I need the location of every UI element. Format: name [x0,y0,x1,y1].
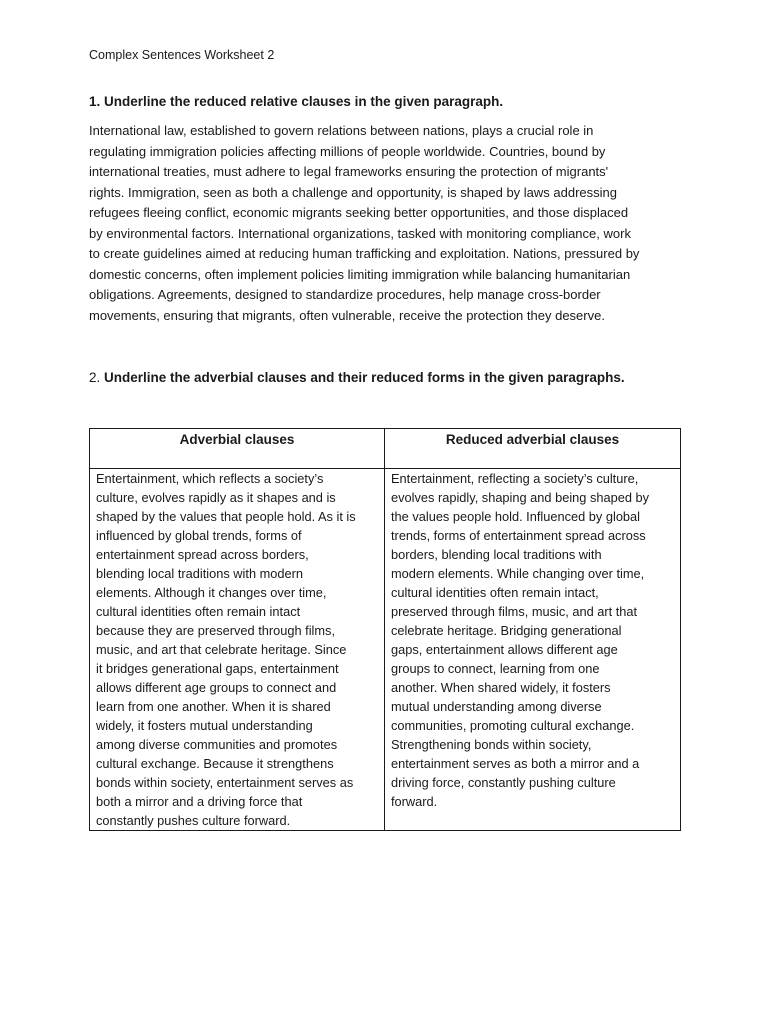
adverbial-clauses-cell [90,469,385,831]
reduced-text-line: communities, promoting cultural exchange. [391,718,635,733]
adverbial-text-line: cultural identities often remain intact [96,604,301,619]
question-1-paragraph [89,121,687,326]
reduced-text-line: cultural identities often remain intact, [391,585,599,600]
question-2-heading [89,368,625,388]
reduced-text-line: another. When shared widely, it fosters [391,680,611,695]
paragraph-line: movements, ensuring that migrants, often vulnerable, receive the protection they deserve. [89,307,605,323]
adverbial-text-line: blending local traditions with modern [96,566,303,581]
clauses-table [89,428,681,831]
paragraph-line: to create guidelines aimed at reducing human trafficking and exploitation. Nations, pressured by [89,246,640,261]
question-1-heading: 1. Underline the reduced relative clauses in the given paragraph. [89,94,504,109]
reduced-text-line: entertainment serves as both a mirror and a [391,756,640,771]
paragraph-line: rights. Immigration, seen as both a challenge and opportunity, is shaped by laws addressing [89,184,618,200]
adverbial-text-line: bonds within society, entertainment serves as [96,775,354,790]
reduced-text-line: evolves rapidly, shaping and being shaped by [391,490,650,505]
reduced-text-line: celebrate heritage. Bridging generational [391,623,622,638]
reduced-text-line: gaps, entertainment allows different age [391,642,618,657]
reduced-adverbial-clauses-cell [385,469,681,831]
header-adverbial-clauses: Adverbial clauses [90,429,385,469]
paragraph-line: refugees fleeing conflict, economic migrants seeking better opportunities, and those displaced [89,205,629,220]
paragraph-line: international treaties, must adhere to legal frameworks ensuring the protection of migrants' [89,164,609,179]
question-2-text: Underline the adverbial clauses and their reduced forms in the given paragraphs. [104,370,625,385]
adverbial-text-line: because they are preserved through films, [96,623,336,638]
adverbial-text-line: among diverse communities and promotes [96,737,338,752]
reduced-text-line: trends, forms of entertainment spread across [391,528,646,543]
reduced-text-line: mutual understanding among diverse [391,699,602,714]
reduced-text-line: forward. [391,794,438,809]
adverbial-text-line: cultural exchange. Because it strengthens [96,756,334,771]
reduced-text-line: Entertainment, reflecting a society’s culture, [391,471,639,486]
reduced-text-line: modern elements. While changing over time, [391,566,645,581]
paragraph-line: regulating immigration policies affecting millions of people worldwide. Countries, bound by [89,143,606,159]
paragraph-line: by environmental factors. International organizations, tasked with monitoring compliance, work [89,225,631,241]
adverbial-text-line: shaped by the values that people hold. As it is [96,509,356,524]
adverbial-text-line: culture, evolves rapidly as it shapes and is [96,490,336,505]
adverbial-text-line: allows different age groups to connect and [96,680,337,695]
header-reduced-adverbial-clauses: Reduced adverbial clauses [385,429,681,469]
question-2-number: 2. [89,370,101,385]
paragraph-line: domestic concerns, often implement policies limiting immigration while balancing humanitarian [89,266,631,282]
adverbial-text-line: constantly pushes culture forward. [96,813,291,828]
reduced-text-line: driving force, constantly pushing culture [391,775,616,790]
adverbial-text-line: entertainment spread across borders, [96,547,309,562]
reduced-text-line: Strengthening bonds within society, [391,737,592,752]
adverbial-text-line: elements. Although it changes over time, [96,585,327,600]
table-row [90,469,681,831]
adverbial-text-line: learn from one another. When it is shared [96,699,331,714]
document-header: Complex Sentences Worksheet 2 [89,48,275,62]
adverbial-text-line: influenced by global trends, forms of [96,528,302,543]
table-header-row [90,429,681,469]
adverbial-text-line: Entertainment, which reflects a society’s [96,471,324,486]
reduced-text-line: the values people hold. Influenced by global [391,509,641,524]
reduced-text-line: preserved through films, music, and art that [391,604,638,619]
adverbial-text-line: both a mirror and a driving force that [96,794,303,809]
adverbial-text-line: it bridges generational gaps, entertainment [96,661,339,676]
paragraph-line: International law, established to govern relations between nations, plays a crucial role in [89,123,594,138]
adverbial-text-line: music, and art that celebrate heritage. Since [96,642,347,657]
paragraph-line: obligations. Agreements, designed to standardize procedures, help manage cross-border [89,287,601,302]
reduced-text-line: groups to connect, learning from one [391,661,600,676]
adverbial-text-line: widely, it fosters mutual understanding [96,718,313,733]
reduced-text-line: borders, blending local traditions with [391,547,602,562]
